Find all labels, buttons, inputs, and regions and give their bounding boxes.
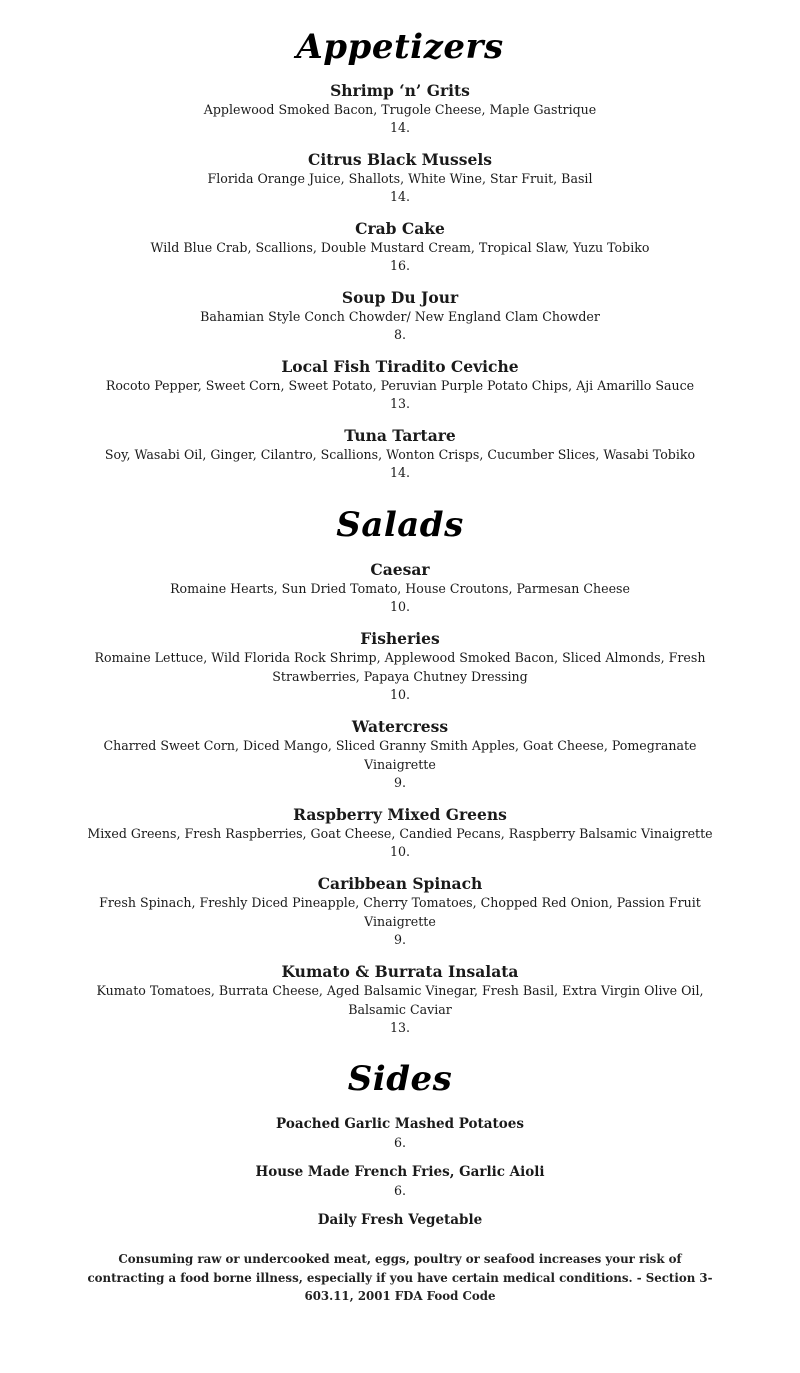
item-price: 14. xyxy=(389,120,411,135)
item-description: Soy, Wasabi Oil, Ginger, Cilantro, Scallions, Wonton Crisps, Cucumber Slices, Wasabi Tobiko xyxy=(104,447,696,462)
menu-item xyxy=(70,874,730,949)
item-description: Wild Blue Crab, Scallions, Double Mustard Cream, Tropical Slaw, Yuzu Tobiko xyxy=(150,240,650,255)
food-safety-disclaimer: Consuming raw or undercooked meat, eggs, poultry or seafood increases your risk of contracting a food borne illness, especially if you have certain medical conditions. - Section 3-603.11, 2001 FDA Food Code xyxy=(87,1252,713,1303)
item-price: 16. xyxy=(389,258,411,273)
item-name: Caribbean Spinach xyxy=(317,874,483,893)
item-description: Romaine Hearts, Sun Dried Tomato, House Croutons, Parmesan Cheese xyxy=(170,581,630,596)
menu-item xyxy=(70,962,730,1037)
item-price: 10. xyxy=(389,844,411,859)
item-description: Mixed Greens, Fresh Raspberries, Goat Cheese, Candied Pecans, Raspberry Balsamic Vinaigrette xyxy=(87,826,713,841)
item-description: Bahamian Style Conch Chowder/ New England Clam Chowder xyxy=(200,309,600,324)
menu-item xyxy=(70,426,730,482)
item-name: Watercress xyxy=(351,717,449,736)
item-description: Florida Orange Juice, Shallots, White Wine, Star Fruit, Basil xyxy=(207,171,593,186)
item-price: 10. xyxy=(389,687,411,702)
sides-list xyxy=(0,1115,800,1230)
menu-item xyxy=(70,629,730,704)
menu-item xyxy=(70,81,730,137)
item-name: Citrus Black Mussels xyxy=(308,150,492,169)
sides-heading: Sides xyxy=(347,1059,453,1099)
item-price: 13. xyxy=(389,396,411,411)
item-name: Caesar xyxy=(370,560,430,579)
item-name: Kumato & Burrata Insalata xyxy=(281,962,519,981)
item-price: 10. xyxy=(389,599,411,614)
item-price: 14. xyxy=(389,465,411,480)
item-price: 13. xyxy=(389,1020,411,1035)
item-description: Romaine Lettuce, Wild Florida Rock Shrimp, Applewood Smoked Bacon, Sliced Almonds, Fresh Strawberries, Papaya Chutney Dressing xyxy=(94,650,706,684)
menu-item xyxy=(70,219,730,275)
item-name: Poached Garlic Mashed Potatoes xyxy=(276,1116,524,1132)
menu-item xyxy=(70,288,730,344)
item-price: 8. xyxy=(393,327,407,342)
item-name: House Made French Fries, Garlic Aioli xyxy=(255,1164,545,1180)
item-price: 9. xyxy=(393,932,407,947)
menu-item xyxy=(70,560,730,616)
item-name: Shrimp ‘n’ Grits xyxy=(330,81,470,100)
item-description: Charred Sweet Corn, Diced Mango, Sliced Granny Smith Apples, Goat Cheese, Pomegranate Vinaigrette xyxy=(103,738,697,772)
item-name: Daily Fresh Vegetable xyxy=(317,1212,483,1228)
item-name: Soup Du Jour xyxy=(341,288,459,307)
item-price: 14. xyxy=(389,189,411,204)
menu-item xyxy=(70,805,730,861)
item-description: Rocoto Pepper, Sweet Corn, Sweet Potato, Peruvian Purple Potato Chips, Aji Amarillo Sauce xyxy=(105,378,695,393)
item-price: 9. xyxy=(393,775,407,790)
menu-item xyxy=(70,1163,730,1200)
menu-item xyxy=(70,357,730,413)
menu-item xyxy=(70,717,730,792)
appetizers-heading: Appetizers xyxy=(296,27,504,67)
menu-item xyxy=(70,150,730,206)
item-name: Local Fish Tiradito Ceviche xyxy=(281,357,519,376)
item-price: 6. xyxy=(393,1135,407,1150)
menu-item xyxy=(70,1211,730,1230)
salads-heading: Salads xyxy=(336,505,464,545)
item-description: Applewood Smoked Bacon, Trugole Cheese, Maple Gastrique xyxy=(203,102,597,117)
item-description: Kumato Tomatoes, Burrata Cheese, Aged Balsamic Vinegar, Fresh Basil, Extra Virgin Olive Oil, Balsamic Caviar xyxy=(96,983,704,1017)
item-price: 6. xyxy=(393,1183,407,1198)
item-name: Raspberry Mixed Greens xyxy=(293,805,507,824)
menu-item xyxy=(70,1115,730,1152)
item-name: Crab Cake xyxy=(355,219,445,238)
item-name: Tuna Tartare xyxy=(344,426,456,445)
item-name: Fisheries xyxy=(360,629,440,648)
item-description: Fresh Spinach, Freshly Diced Pineapple, Cherry Tomatoes, Chopped Red Onion, Passion Fruit Vinaigrette xyxy=(99,895,701,929)
